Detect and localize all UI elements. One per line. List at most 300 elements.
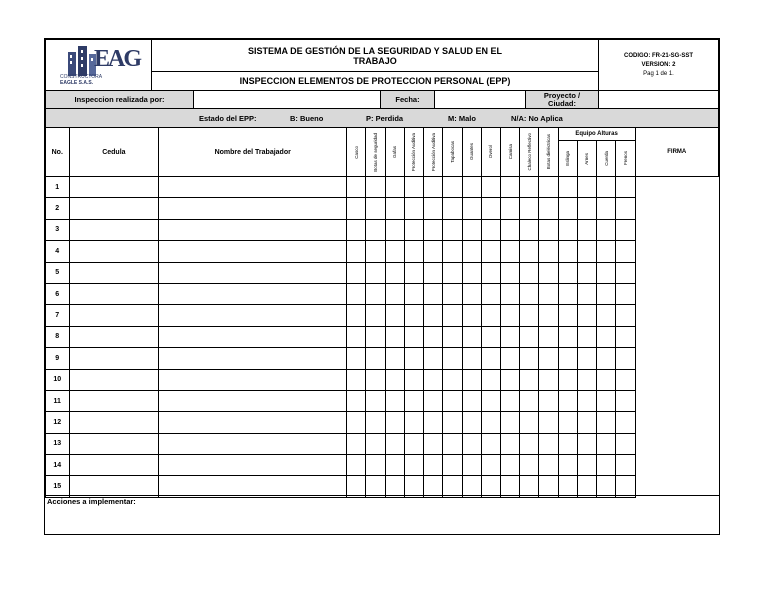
epp-status-cell[interactable] — [539, 390, 558, 411]
row-number: 13 — [46, 433, 70, 454]
epp-status-cell[interactable] — [347, 305, 366, 326]
epp-status-cell[interactable] — [443, 369, 462, 390]
cedula-cell[interactable] — [69, 283, 159, 304]
epp-status-cell[interactable] — [385, 412, 404, 433]
row-number: 7 — [46, 305, 70, 326]
epp-status-cell[interactable] — [366, 305, 385, 326]
epp-status-cell[interactable] — [500, 348, 519, 369]
epp-status-cell[interactable] — [597, 198, 616, 219]
cedula-cell[interactable] — [69, 262, 159, 283]
column-overol: Overol — [481, 128, 500, 177]
epp-status-cell[interactable] — [404, 283, 423, 304]
signature-cell[interactable] — [616, 219, 635, 240]
epp-status-cell[interactable] — [385, 177, 404, 198]
legend-na: N/A: No Aplica — [511, 114, 563, 123]
column-cuerda: Cuerda — [597, 141, 616, 177]
epp-status-cell[interactable] — [424, 455, 443, 476]
epp-status-cell[interactable] — [539, 177, 558, 198]
epp-status-cell[interactable] — [424, 305, 443, 326]
epp-status-cell[interactable] — [385, 305, 404, 326]
signature-cell[interactable] — [616, 390, 635, 411]
epp-status-cell[interactable] — [577, 241, 596, 262]
name-cell[interactable] — [159, 283, 347, 304]
table-row — [46, 369, 719, 390]
epp-status-cell[interactable] — [539, 369, 558, 390]
epp-status-cell[interactable] — [539, 283, 558, 304]
name-cell[interactable] — [159, 198, 347, 219]
epp-status-cell[interactable] — [366, 369, 385, 390]
name-cell[interactable] — [159, 412, 347, 433]
epp-status-cell[interactable] — [558, 390, 577, 411]
epp-status-cell[interactable] — [577, 177, 596, 198]
epp-status-cell[interactable] — [385, 455, 404, 476]
epp-status-cell[interactable] — [597, 283, 616, 304]
epp-status-cell[interactable] — [577, 369, 596, 390]
epp-status-cell[interactable] — [597, 177, 616, 198]
epp-status-cell[interactable] — [385, 262, 404, 283]
epp-status-cell[interactable] — [424, 219, 443, 240]
epp-status-cell[interactable] — [597, 412, 616, 433]
table-row — [46, 198, 719, 219]
epp-status-cell[interactable] — [385, 241, 404, 262]
epp-status-cell[interactable] — [577, 390, 596, 411]
signature-cell[interactable] — [616, 262, 635, 283]
epp-status-cell[interactable] — [347, 412, 366, 433]
epp-status-cell[interactable] — [366, 177, 385, 198]
epp-status-cell[interactable] — [558, 177, 577, 198]
logo-company: EAGLE S.A.S. — [60, 80, 94, 86]
epp-status-cell[interactable] — [424, 262, 443, 283]
signature-cell[interactable] — [616, 326, 635, 347]
cedula-cell[interactable] — [69, 412, 159, 433]
epp-status-cell[interactable] — [500, 412, 519, 433]
epp-status-cell[interactable] — [558, 241, 577, 262]
signature-cell[interactable] — [616, 433, 635, 454]
epp-status-cell[interactable] — [577, 348, 596, 369]
name-cell[interactable] — [159, 390, 347, 411]
epp-status-cell[interactable] — [520, 283, 539, 304]
epp-status-cell[interactable] — [500, 326, 519, 347]
name-cell[interactable] — [159, 348, 347, 369]
epp-status-cell[interactable] — [597, 348, 616, 369]
epp-status-cell[interactable] — [597, 241, 616, 262]
inspected-by-label: Inspeccion realizada por: — [45, 90, 194, 109]
epp-status-cell[interactable] — [385, 198, 404, 219]
column-eslinga: Eslinga — [558, 141, 577, 177]
epp-status-cell[interactable] — [597, 433, 616, 454]
table-row — [46, 326, 719, 347]
epp-status-cell[interactable] — [385, 348, 404, 369]
table-row — [46, 283, 719, 304]
epp-status-cell[interactable] — [347, 219, 366, 240]
inspected-by-field[interactable] — [193, 90, 381, 109]
epp-status-cell[interactable] — [539, 305, 558, 326]
column-botas: Botas de seguridad — [366, 128, 385, 177]
epp-status-cell[interactable] — [520, 198, 539, 219]
epp-status-legend — [45, 108, 719, 128]
epp-status-cell[interactable] — [462, 241, 481, 262]
epp-status-cell[interactable] — [539, 348, 558, 369]
project-label: Proyecto / — [543, 90, 581, 100]
epp-status-cell[interactable] — [481, 219, 500, 240]
epp-status-cell[interactable] — [443, 198, 462, 219]
epp-status-cell[interactable] — [366, 241, 385, 262]
column-guantes: Guantes — [462, 128, 481, 177]
epp-status-cell[interactable] — [539, 433, 558, 454]
city-label: Ciudad: — [548, 98, 576, 108]
epp-status-cell[interactable] — [481, 262, 500, 283]
epp-status-cell[interactable] — [347, 390, 366, 411]
epp-status-cell[interactable] — [347, 241, 366, 262]
epp-status-cell[interactable] — [539, 412, 558, 433]
title-line-2: TRABAJO — [353, 55, 397, 66]
epp-status-cell[interactable] — [520, 412, 539, 433]
row-number: 10 — [46, 369, 70, 390]
epp-status-cell[interactable] — [366, 390, 385, 411]
epp-status-cell[interactable] — [404, 241, 423, 262]
table-row — [46, 412, 719, 433]
epp-status-cell[interactable] — [481, 283, 500, 304]
signature-cell[interactable] — [616, 177, 635, 198]
epp-status-cell[interactable] — [404, 305, 423, 326]
epp-status-cell[interactable] — [462, 283, 481, 304]
epp-status-cell[interactable] — [443, 219, 462, 240]
cedula-cell[interactable] — [69, 177, 159, 198]
epp-status-cell[interactable] — [520, 305, 539, 326]
table-row — [46, 305, 719, 326]
epp-status-cell[interactable] — [347, 326, 366, 347]
epp-status-cell[interactable] — [366, 433, 385, 454]
epp-status-cell[interactable] — [539, 198, 558, 219]
column-signature: FIRMA — [635, 128, 718, 177]
epp-status-cell[interactable] — [500, 305, 519, 326]
legend-good: B: Bueno — [290, 114, 324, 123]
epp-status-cell[interactable] — [500, 455, 519, 476]
epp-status-cell[interactable] — [404, 198, 423, 219]
cedula-cell[interactable] — [69, 198, 159, 219]
column-gafas: Gafas — [385, 128, 404, 177]
signature-cell[interactable] — [616, 412, 635, 433]
epp-status-cell[interactable] — [424, 369, 443, 390]
epp-status-cell[interactable] — [481, 198, 500, 219]
epp-status-cell[interactable] — [558, 455, 577, 476]
cedula-cell[interactable] — [69, 305, 159, 326]
epp-status-cell[interactable] — [500, 262, 519, 283]
epp-status-cell[interactable] — [404, 433, 423, 454]
epp-status-cell[interactable] — [558, 348, 577, 369]
epp-status-cell[interactable] — [347, 348, 366, 369]
row-number: 11 — [46, 390, 70, 411]
epp-status-cell[interactable] — [520, 369, 539, 390]
epp-status-cell[interactable] — [366, 283, 385, 304]
epp-status-cell[interactable] — [404, 262, 423, 283]
epp-status-cell[interactable] — [481, 390, 500, 411]
epp-status-cell[interactable] — [520, 326, 539, 347]
epp-status-cell[interactable] — [558, 326, 577, 347]
epp-status-cell[interactable] — [520, 433, 539, 454]
epp-status-cell[interactable] — [404, 177, 423, 198]
epp-status-cell[interactable] — [404, 455, 423, 476]
column-tapabocas: Tapabocas — [443, 128, 462, 177]
epp-status-cell[interactable] — [443, 177, 462, 198]
signature-cell[interactable] — [616, 305, 635, 326]
row-number: 12 — [46, 412, 70, 433]
epp-status-cell[interactable] — [500, 219, 519, 240]
date-label: Fecha: — [380, 90, 435, 109]
epp-status-cell[interactable] — [424, 390, 443, 411]
signature-cell[interactable] — [616, 241, 635, 262]
epp-status-cell[interactable] — [424, 283, 443, 304]
epp-status-cell[interactable] — [443, 241, 462, 262]
epp-status-cell[interactable] — [520, 262, 539, 283]
cedula-cell[interactable] — [69, 348, 159, 369]
title-line-1: SISTEMA DE GESTIÓN DE LA SEGURIDAD Y SALUD EN EL — [247, 45, 503, 56]
epp-status-cell[interactable] — [481, 326, 500, 347]
name-cell[interactable] — [159, 455, 347, 476]
epp-status-cell[interactable] — [424, 198, 443, 219]
row-number: 6 — [46, 283, 70, 304]
epp-status-cell[interactable] — [539, 219, 558, 240]
epp-status-cell[interactable] — [577, 433, 596, 454]
name-cell[interactable] — [159, 326, 347, 347]
name-cell[interactable] — [159, 369, 347, 390]
name-cell[interactable] — [159, 219, 347, 240]
epp-status-cell[interactable] — [577, 262, 596, 283]
epp-status-cell[interactable] — [424, 241, 443, 262]
column-casco: Casco — [347, 128, 366, 177]
epp-status-cell[interactable] — [462, 369, 481, 390]
epp-status-cell[interactable] — [424, 433, 443, 454]
table-row — [46, 348, 719, 369]
form-title — [151, 39, 599, 72]
table-row — [46, 433, 719, 454]
form-subtitle: INSPECCION ELEMENTOS DE PROTECCION PERSONAL (EPP) — [151, 71, 599, 91]
epp-status-cell[interactable] — [500, 241, 519, 262]
epp-status-cell[interactable] — [424, 326, 443, 347]
epp-status-cell[interactable] — [404, 412, 423, 433]
cedula-cell[interactable] — [69, 455, 159, 476]
column-proteccion-auditiva-1: Protección Auditiva — [404, 128, 423, 177]
epp-status-cell[interactable] — [500, 390, 519, 411]
epp-status-cell[interactable] — [577, 326, 596, 347]
signature-cell[interactable] — [616, 369, 635, 390]
cedula-cell[interactable] — [69, 241, 159, 262]
epp-status-cell[interactable] — [443, 305, 462, 326]
epp-status-cell[interactable] — [404, 219, 423, 240]
table-row — [46, 262, 719, 283]
signature-cell[interactable] — [616, 348, 635, 369]
epp-status-cell[interactable] — [462, 433, 481, 454]
epp-status-cell[interactable] — [462, 305, 481, 326]
epp-status-cell[interactable] — [520, 348, 539, 369]
epp-status-cell[interactable] — [500, 433, 519, 454]
epp-status-cell[interactable] — [443, 455, 462, 476]
row-number: 14 — [46, 455, 70, 476]
epp-status-cell[interactable] — [481, 455, 500, 476]
epp-status-cell[interactable] — [520, 177, 539, 198]
epp-status-cell[interactable] — [597, 455, 616, 476]
document-code-box — [598, 39, 719, 91]
table-row — [46, 390, 719, 411]
cedula-cell[interactable] — [69, 433, 159, 454]
epp-status-cell[interactable] — [520, 241, 539, 262]
name-cell[interactable] — [159, 305, 347, 326]
epp-status-cell[interactable] — [462, 390, 481, 411]
column-botas-dielectricas: Botas dieléctricas — [539, 128, 558, 177]
epp-status-cell[interactable] — [597, 305, 616, 326]
epp-status-cell[interactable] — [404, 369, 423, 390]
epp-status-cell[interactable] — [366, 455, 385, 476]
epp-status-cell[interactable] — [404, 390, 423, 411]
epp-status-cell[interactable] — [481, 241, 500, 262]
epp-status-cell[interactable] — [443, 348, 462, 369]
signature-cell[interactable] — [616, 455, 635, 476]
actions-label: Acciones a implementar: — [47, 497, 136, 506]
epp-status-cell[interactable] — [443, 326, 462, 347]
epp-status-cell[interactable] — [577, 412, 596, 433]
epp-status-cell[interactable] — [366, 326, 385, 347]
row-number: 3 — [46, 219, 70, 240]
epp-status-cell[interactable] — [462, 412, 481, 433]
logo-initials: EAG — [94, 46, 141, 72]
epp-status-cell[interactable] — [347, 198, 366, 219]
epp-status-cell[interactable] — [385, 369, 404, 390]
table-row — [46, 241, 719, 262]
epp-status-cell[interactable] — [539, 455, 558, 476]
epp-status-cell[interactable] — [462, 198, 481, 219]
epp-status-cell[interactable] — [424, 412, 443, 433]
epp-status-cell[interactable] — [443, 412, 462, 433]
epp-status-cell[interactable] — [597, 326, 616, 347]
epp-status-cell[interactable] — [347, 283, 366, 304]
epp-inspection-form — [44, 38, 720, 535]
epp-status-cell[interactable] — [539, 241, 558, 262]
epp-status-cell[interactable] — [558, 219, 577, 240]
document-version: VERSION: 2 — [641, 61, 676, 68]
epp-status-cell[interactable] — [520, 455, 539, 476]
epp-status-cell[interactable] — [366, 348, 385, 369]
epp-status-cell[interactable] — [558, 412, 577, 433]
epp-status-cell[interactable] — [558, 198, 577, 219]
epp-status-cell[interactable] — [462, 348, 481, 369]
epp-status-cell[interactable] — [462, 326, 481, 347]
epp-status-cell[interactable] — [462, 219, 481, 240]
row-number: 2 — [46, 198, 70, 219]
signature-cell[interactable] — [616, 198, 635, 219]
cedula-cell[interactable] — [69, 219, 159, 240]
epp-status-cell[interactable] — [366, 198, 385, 219]
table-row — [46, 219, 719, 240]
company-logo — [45, 39, 152, 91]
cedula-cell[interactable] — [69, 369, 159, 390]
epp-status-cell[interactable] — [443, 262, 462, 283]
epp-status-cell[interactable] — [577, 305, 596, 326]
epp-status-cell[interactable] — [385, 219, 404, 240]
epp-status-cell[interactable] — [443, 283, 462, 304]
epp-status-cell[interactable] — [500, 283, 519, 304]
epp-status-cell[interactable] — [597, 369, 616, 390]
epp-status-cell[interactable] — [481, 305, 500, 326]
epp-status-cell[interactable] — [443, 390, 462, 411]
project-city-field[interactable] — [598, 90, 719, 109]
name-cell[interactable] — [159, 177, 347, 198]
epp-status-cell[interactable] — [366, 262, 385, 283]
column-cedula: Cedula — [69, 128, 159, 177]
epp-status-cell[interactable] — [539, 262, 558, 283]
epp-status-cell[interactable] — [539, 326, 558, 347]
epp-status-cell[interactable] — [347, 433, 366, 454]
epp-status-cell[interactable] — [347, 369, 366, 390]
epp-status-cell[interactable] — [366, 219, 385, 240]
epp-status-cell[interactable] — [462, 455, 481, 476]
row-number: 4 — [46, 241, 70, 262]
epp-status-cell[interactable] — [481, 177, 500, 198]
epp-status-cell[interactable] — [385, 326, 404, 347]
date-field[interactable] — [434, 90, 526, 109]
epp-status-cell[interactable] — [597, 262, 616, 283]
epp-status-cell[interactable] — [424, 348, 443, 369]
name-cell[interactable] — [159, 262, 347, 283]
epp-status-cell[interactable] — [385, 283, 404, 304]
epp-status-cell[interactable] — [500, 369, 519, 390]
epp-status-cell[interactable] — [347, 455, 366, 476]
epp-status-cell[interactable] — [558, 305, 577, 326]
epp-status-cell[interactable] — [462, 177, 481, 198]
epp-status-cell[interactable] — [385, 433, 404, 454]
epp-status-cell[interactable] — [500, 177, 519, 198]
epp-status-cell[interactable] — [481, 348, 500, 369]
epp-status-cell[interactable] — [597, 390, 616, 411]
epp-status-cell[interactable] — [558, 433, 577, 454]
epp-status-cell[interactable] — [577, 198, 596, 219]
name-cell[interactable] — [159, 433, 347, 454]
epp-status-cell[interactable] — [404, 326, 423, 347]
epp-status-cell[interactable] — [366, 412, 385, 433]
column-chaleco: Chaleco Reflectivo — [520, 128, 539, 177]
epp-status-cell[interactable] — [481, 433, 500, 454]
epp-status-cell[interactable] — [558, 369, 577, 390]
epp-status-cell[interactable] — [481, 369, 500, 390]
epp-status-cell[interactable] — [500, 198, 519, 219]
epp-status-cell[interactable] — [404, 348, 423, 369]
epp-status-cell[interactable] — [597, 219, 616, 240]
table-row — [46, 455, 719, 476]
name-cell[interactable] — [159, 241, 347, 262]
document-page: Pag 1 de 1. — [643, 70, 674, 77]
signature-cell[interactable] — [616, 283, 635, 304]
epp-status-cell[interactable] — [462, 262, 481, 283]
actions-box[interactable] — [45, 495, 719, 534]
epp-status-cell[interactable] — [424, 177, 443, 198]
epp-status-cell[interactable] — [577, 219, 596, 240]
table-row — [46, 177, 719, 198]
epp-status-cell[interactable] — [558, 262, 577, 283]
epp-status-cell[interactable] — [577, 283, 596, 304]
epp-status-cell[interactable] — [577, 455, 596, 476]
project-city-label — [525, 90, 599, 109]
epp-status-cell[interactable] — [481, 412, 500, 433]
epp-status-cell[interactable] — [520, 390, 539, 411]
cedula-cell[interactable] — [69, 390, 159, 411]
epp-status-cell[interactable] — [520, 219, 539, 240]
cedula-cell[interactable] — [69, 326, 159, 347]
epp-status-cell[interactable] — [385, 390, 404, 411]
epp-status-cell[interactable] — [443, 433, 462, 454]
epp-inspection-table — [45, 127, 719, 498]
epp-status-cell[interactable] — [558, 283, 577, 304]
epp-status-cell[interactable] — [347, 177, 366, 198]
epp-status-cell[interactable] — [347, 262, 366, 283]
